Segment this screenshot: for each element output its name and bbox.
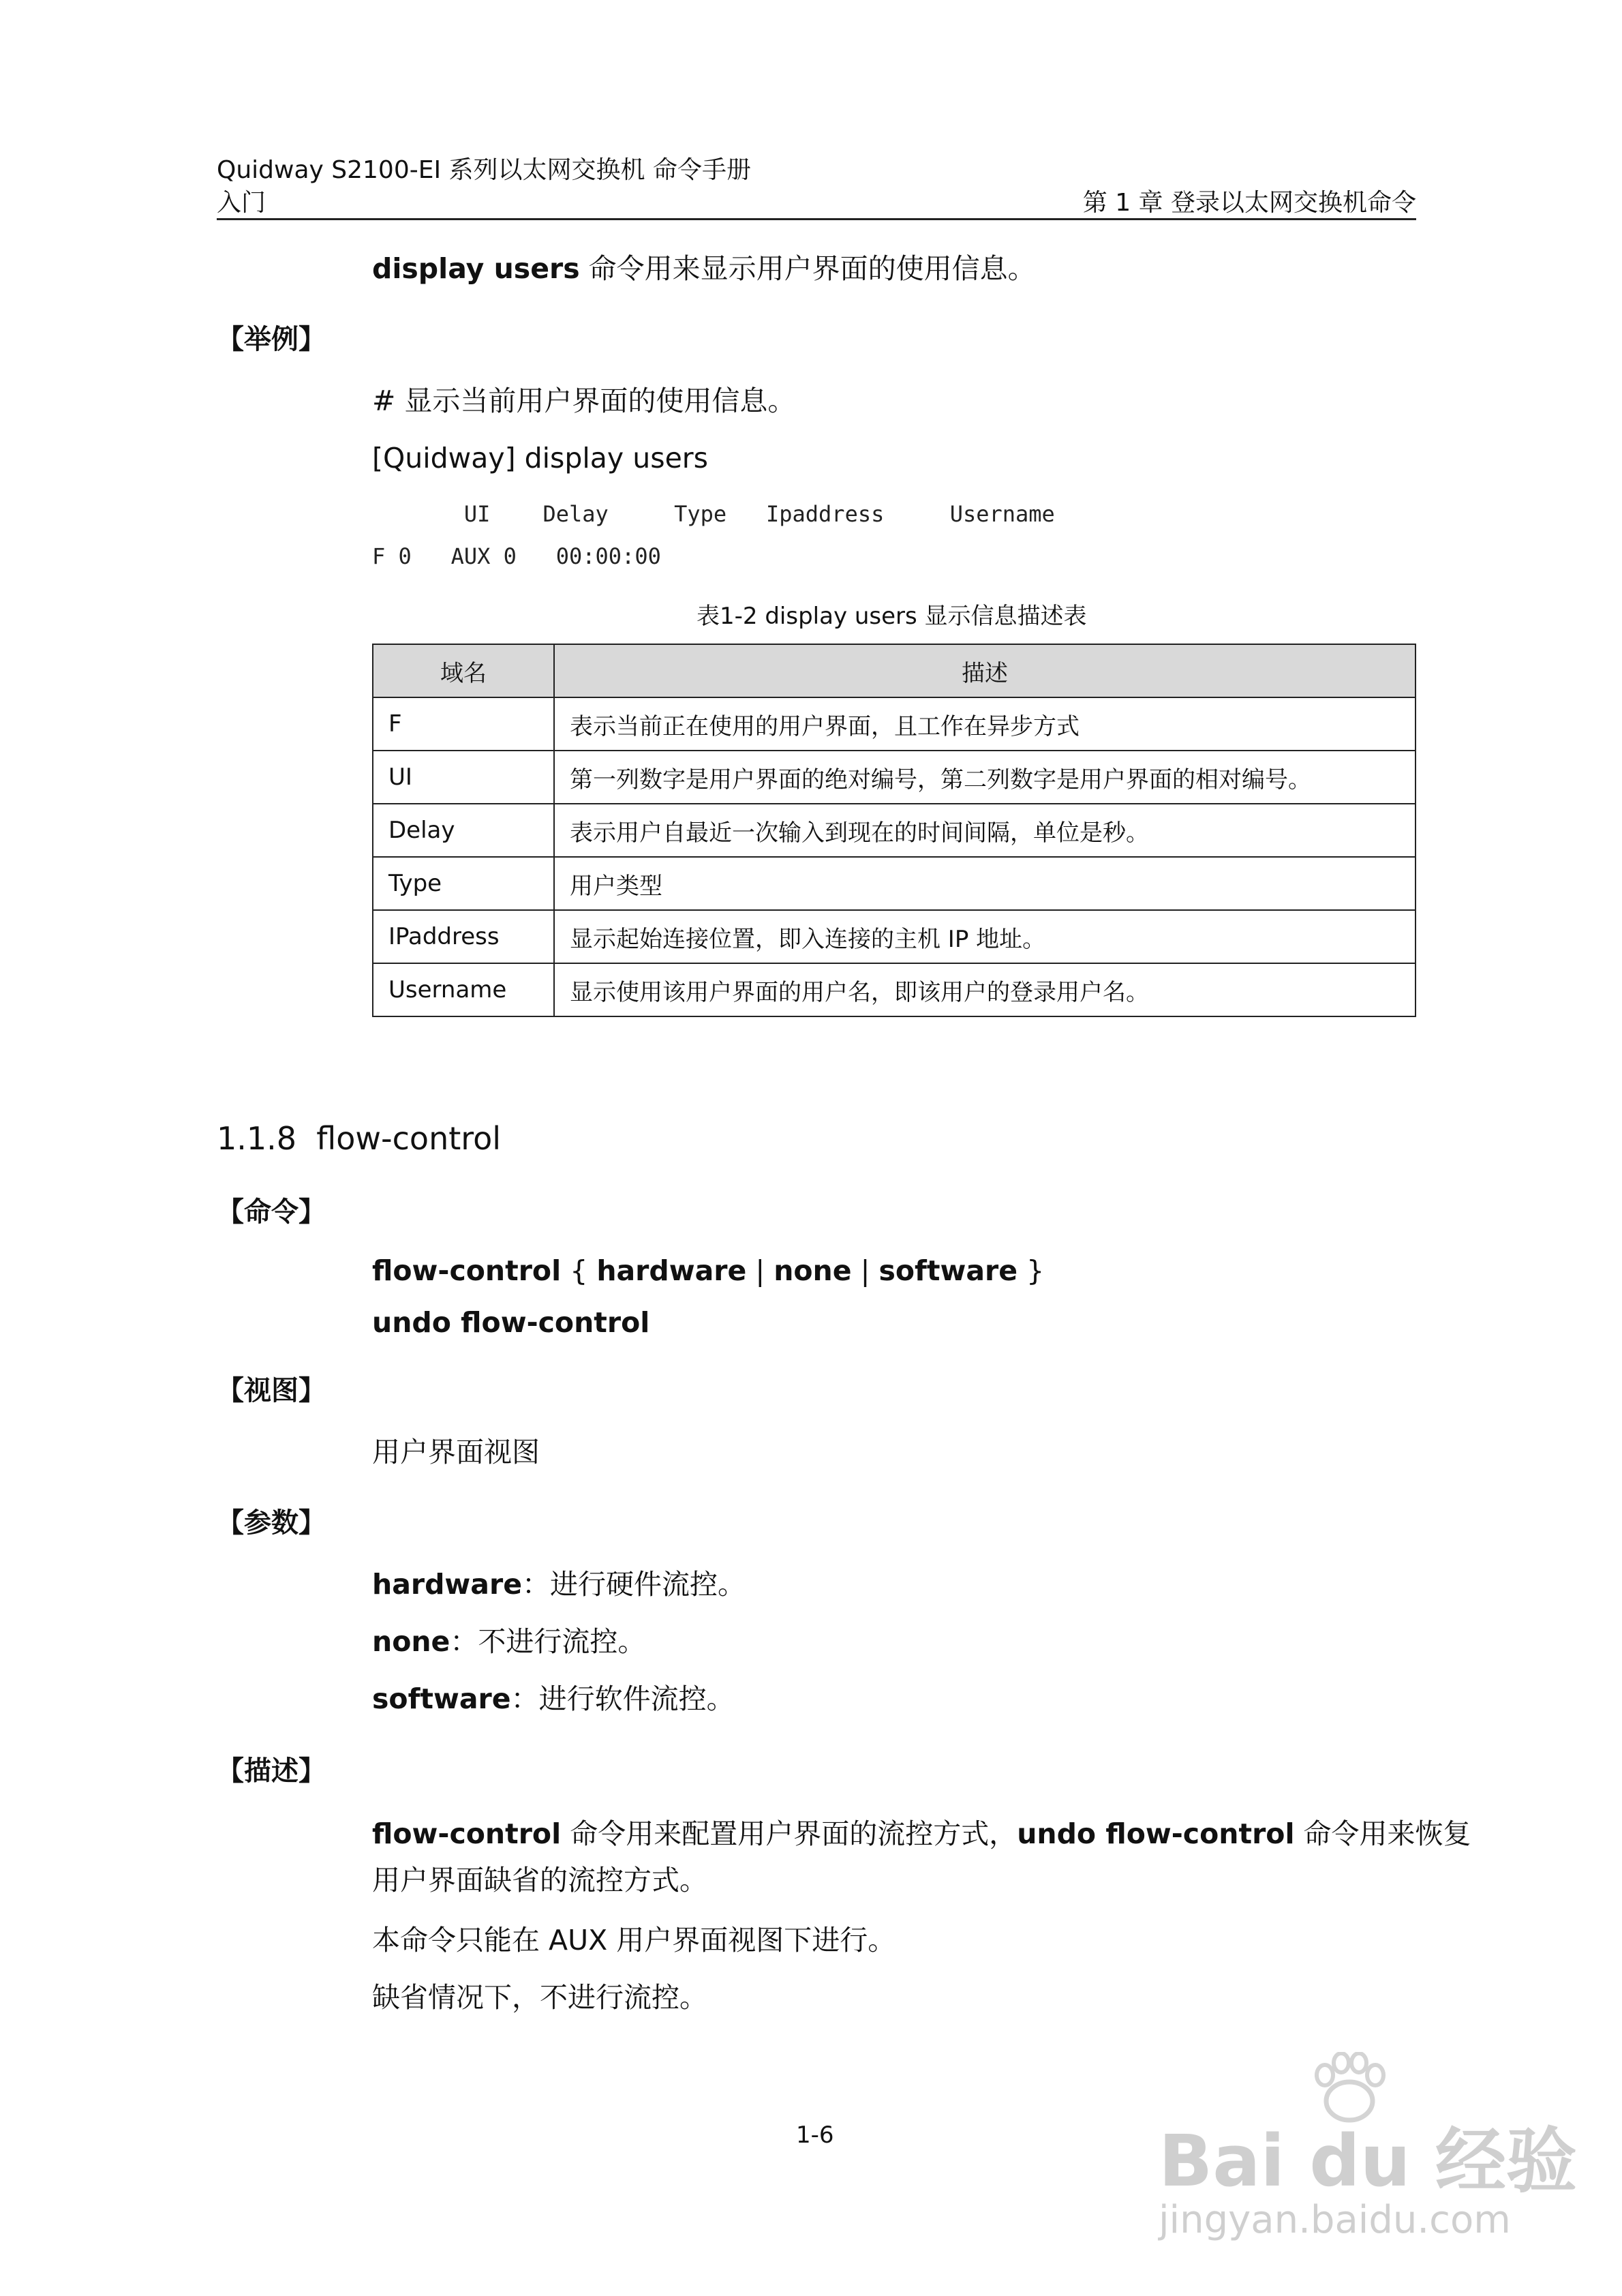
table-caption: 表1-2 display users 显示信息描述表 [697,603,1087,630]
header-section: 入门 [217,189,266,217]
param-item [372,1624,645,1659]
table-header-row [373,644,1416,697]
param-item [372,1681,735,1717]
output-header: UI Delay Type Ipaddress Username [372,501,1055,527]
command-separator: | [851,1254,879,1287]
table-row [373,963,1416,1016]
table-header-desc: 描述 [554,644,1416,697]
table-cell-field: F [373,697,554,751]
page-number: 1-6 [796,2121,834,2149]
section-name: flow-control [316,1120,502,1157]
table-header-field: 域名 [373,644,554,697]
command-brace-close: } [1017,1254,1045,1287]
table-cell-desc: 显示起始连接位置，即入连接的主机 IP 地址。 [554,910,1416,963]
table-row [373,804,1416,857]
output-row: F 0 AUX 0 00:00:00 [372,543,661,569]
description-line: 本命令只能在 AUX 用户界面视图下进行。 [372,1924,896,1957]
intro-text: 命令用来显示用户界面的使用信息。 [579,252,1036,285]
table-row [373,910,1416,963]
view-heading: 【视图】 [217,1375,326,1406]
intro-command: display users [372,252,580,285]
example-heading: 【举例】 [217,324,326,355]
param-name: software [372,1682,511,1715]
table-cell-desc: 表示用户自最近一次输入到现在的时间间隔，单位是秒。 [554,804,1416,857]
example-command: [Quidway] display users [372,442,709,474]
description-text: 命令用来恢复 [1294,1817,1471,1850]
watermark-url: jingyan.baidu.com [1159,2198,1511,2242]
command-undo: undo flow-control [372,1306,650,1339]
param-desc: ：进行软件流控。 [510,1682,735,1715]
param-desc: ：进行硬件流控。 [522,1568,746,1601]
description-command: flow-control [372,1817,562,1850]
table-cell-desc: 用户类型 [554,857,1416,910]
description-table [372,644,1416,1017]
watermark-brand: Bai du 经验 [1159,2119,1577,2203]
section-number: 1.1.8 [217,1120,297,1157]
table-cell-field: Type [373,857,554,910]
section-title [217,1119,501,1158]
description-line [372,1816,1471,1852]
view-text: 用户界面视图 [372,1436,540,1468]
param-item [372,1567,746,1602]
description-undo-command: undo flow-control [1017,1817,1295,1850]
command-option-software: software [878,1254,1018,1287]
header-chapter: 第 1 章 登录以太网交换机命令 [1082,189,1416,217]
description-text: 命令用来配置用户界面的流控方式， [561,1817,1017,1850]
table-cell-field: UI [373,751,554,804]
command-syntax [372,1253,1044,1288]
header-divider [217,218,1416,220]
param-name: none [372,1625,450,1658]
command-brace-open: { [561,1254,597,1287]
table-cell-desc: 第一列数字是用户界面的绝对编号，第二列数字是用户界面的相对编号。 [554,751,1416,804]
description-heading: 【描述】 [217,1755,326,1787]
table-row [373,697,1416,751]
table-cell-desc: 表示当前正在使用的用户界面，且工作在异步方式 [554,697,1416,751]
header-title: Quidway S2100-EI 系列以太网交换机 命令手册 [217,156,751,184]
command-heading: 【命令】 [217,1196,326,1228]
command-option-none: none [774,1254,852,1287]
table-row [373,857,1416,910]
command-keyword: flow-control [372,1254,562,1287]
intro-line [372,251,1036,286]
params-heading: 【参数】 [217,1507,326,1539]
table-cell-field: Username [373,963,554,1016]
table-cell-desc: 显示使用该用户界面的用户名，即该用户的登录用户名。 [554,963,1416,1016]
description-line: 缺省情况下，不进行流控。 [372,1981,707,2014]
param-name: hardware [372,1568,522,1601]
table-cell-field: Delay [373,804,554,857]
table-row [373,751,1416,804]
param-desc: ：不进行流控。 [450,1625,646,1658]
table-cell-field: IPaddress [373,910,554,963]
example-comment: # 显示当前用户界面的使用信息。 [372,384,796,417]
paw-icon [1309,2052,1390,2127]
command-option-hardware: hardware [596,1254,747,1287]
command-separator: | [746,1254,774,1287]
description-line: 用户界面缺省的流控方式。 [372,1864,707,1897]
